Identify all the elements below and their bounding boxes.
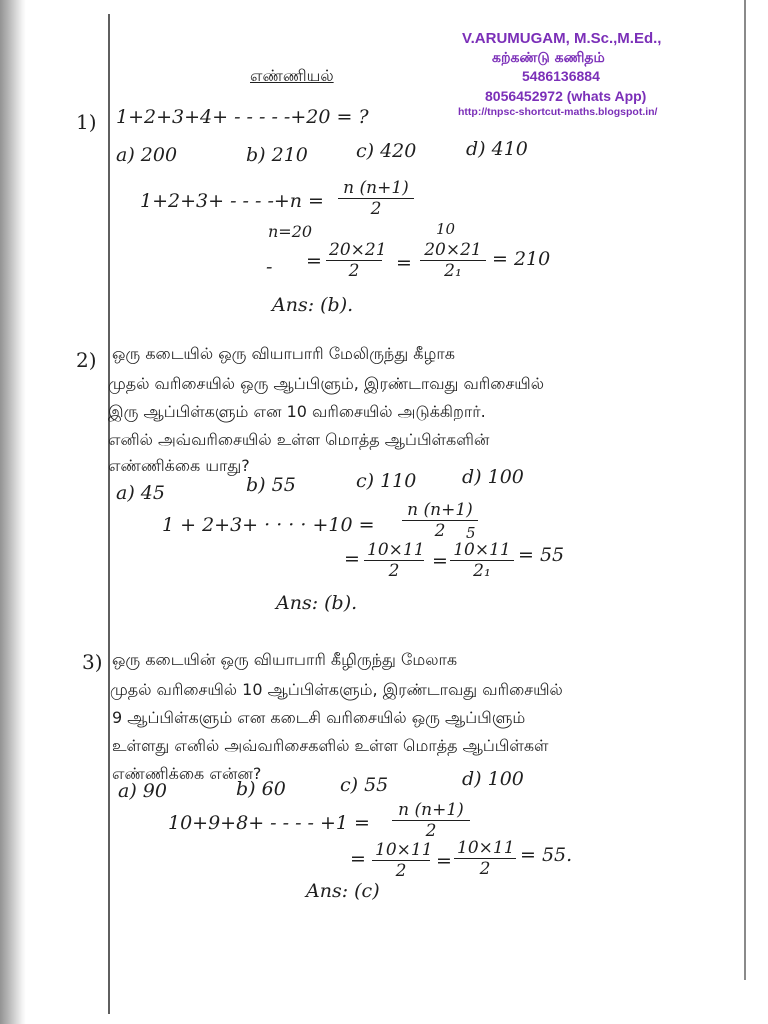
q3-line-5: எண்ணிக்கை என்ன? — [112, 764, 262, 783]
q3-step-eq2: = — [436, 850, 452, 872]
q2-step-eq1: = — [344, 548, 360, 570]
q1-step2-numerator: 20×21 — [420, 240, 486, 261]
q3-result: = 55. — [520, 844, 573, 866]
q2-option-a: a) 45 — [116, 482, 165, 504]
q3-option-b: b) 60 — [236, 778, 286, 800]
q1-step2-cancel: 10 — [436, 220, 456, 238]
q2-step2-fraction — [450, 540, 514, 581]
q1-option-c: c) 420 — [356, 140, 417, 162]
q2-step2-numerator: 10×11 — [450, 540, 514, 561]
q2-line-5: எண்ணிக்கை யாது? — [108, 456, 250, 475]
q2-step1-denominator: 2 — [388, 561, 400, 581]
q2-answer: Ans: (b). — [276, 592, 358, 614]
q1-step1-denominator: 2 — [348, 261, 360, 281]
q2-step1-fraction — [364, 540, 424, 581]
q1-step-eq2: = — [396, 252, 412, 274]
q3-step2-numerator: 10×11 — [454, 838, 516, 859]
stamp-name: V.ARUMUGAM, M.Sc.,M.Ed., — [462, 30, 662, 47]
q3-step1-denominator: 2 — [395, 861, 407, 881]
stamp-phone-2: 8056452972 (whats App) — [485, 88, 647, 104]
q3-line-4: உள்ளது எனில் அவ்வரிசைகளில் உள்ள மொத்த ஆப்பிள்கள் — [112, 736, 549, 755]
q3-step1-fraction — [372, 840, 433, 881]
q2-formula-lhs: 1 + 2+3+ · · · · +10 = — [162, 514, 375, 536]
q2-number: 2) — [76, 348, 97, 372]
q3-option-a: a) 90 — [118, 780, 167, 802]
q2-formula-numerator: n (n+1) — [402, 500, 478, 521]
q1-step-eq1: = — [306, 250, 322, 272]
q2-line-3: இரு ஆப்பிள்களும் என 10 வரிசையில் அடுக்கிறார். — [108, 402, 486, 421]
q2-step2-cancel: 5 — [466, 524, 476, 542]
q1-step2-fraction — [420, 240, 486, 281]
q3-line-3: 9 ஆப்பிள்களும் என கடைசி வரிசையில் ஒரு ஆப்பிளும் — [112, 708, 526, 727]
q2-formula-denominator: 2 — [434, 521, 446, 541]
q3-formula-lhs: 10+9+8+ - - - - +1 = — [168, 812, 370, 834]
q1-option-b: b) 210 — [246, 144, 308, 166]
q3-number: 3) — [82, 650, 103, 674]
page-title: எண்ணியல் — [250, 66, 334, 85]
q1-step1-numerator: 20×21 — [326, 240, 382, 261]
q2-option-d: d) 100 — [462, 466, 524, 488]
stamp-phone-1: 5486136884 — [522, 68, 600, 84]
q2-step2-denominator: 2₁ — [473, 561, 491, 581]
q2-line-4: எனில் அவ்வரிசையில் உள்ள மொத்த ஆப்பிள்களின் — [108, 430, 490, 449]
q2-option-b: b) 55 — [246, 474, 296, 496]
q1-formula-numerator: n (n+1) — [338, 178, 414, 199]
q1-answer: Ans: (b). — [272, 294, 354, 316]
q3-step2-denominator: 2 — [479, 859, 491, 879]
q3-line-1: ஒரு கடையின் ஒரு வியாபாரி கீழிருந்து மேலாக — [112, 650, 458, 669]
stamp-tagline: கற்கண்டு கணிதம் — [492, 50, 605, 66]
q2-step-eq2: = — [432, 550, 448, 572]
q1-step2-denominator: 2₁ — [444, 261, 462, 281]
q1-dash: - — [266, 256, 273, 278]
q3-option-c: c) 55 — [340, 774, 389, 796]
q3-option-d: d) 100 — [462, 768, 524, 790]
q3-step1-numerator: 10×11 — [372, 840, 430, 861]
right-margin-line — [744, 0, 746, 980]
q1-formula-lhs: 1+2+3+ - - - -+n = — [140, 190, 324, 212]
q3-step-eq1: = — [350, 848, 366, 870]
q1-step1-fraction — [326, 240, 387, 281]
q2-result: = 55 — [518, 544, 565, 566]
stamp-url: http://tnpsc-shortcut-maths.blogspot.in/ — [458, 106, 658, 118]
q3-answer: Ans: (c) — [306, 880, 380, 902]
q3-line-2: முதல் வரிசையில் 10 ஆப்பிள்களும், இரண்டாவது வரிசையில் — [110, 680, 563, 699]
q2-option-c: c) 110 — [356, 470, 417, 492]
q2-line-2: முதல் வரிசையில் ஒரு ஆப்பிளும், இரண்டாவது வரிசையில் — [108, 374, 544, 393]
q1-option-a: a) 200 — [116, 144, 178, 166]
q3-formula-denominator: 2 — [425, 821, 437, 841]
q1-question: 1+2+3+4+ - - - - -+20 = ? — [116, 106, 369, 128]
q1-result: = 210 — [492, 248, 551, 270]
q2-line-1: ஒரு கடையில் ஒரு வியாபாரி மேலிருந்து கீழாக — [112, 344, 455, 363]
q1-formula-denominator: 2 — [370, 199, 382, 219]
q1-formula-fraction — [338, 178, 414, 219]
q3-formula-fraction — [392, 800, 470, 841]
q3-step2-fraction — [454, 838, 516, 879]
q2-step1-numerator: 10×11 — [364, 540, 424, 561]
q3-formula-numerator: n (n+1) — [392, 800, 470, 821]
q1-n-value: n=20 — [268, 222, 313, 241]
left-margin-line — [108, 14, 110, 1014]
scan-edge-shadow — [0, 0, 26, 1024]
q1-number: 1) — [76, 110, 97, 134]
q1-option-d: d) 410 — [466, 138, 528, 160]
